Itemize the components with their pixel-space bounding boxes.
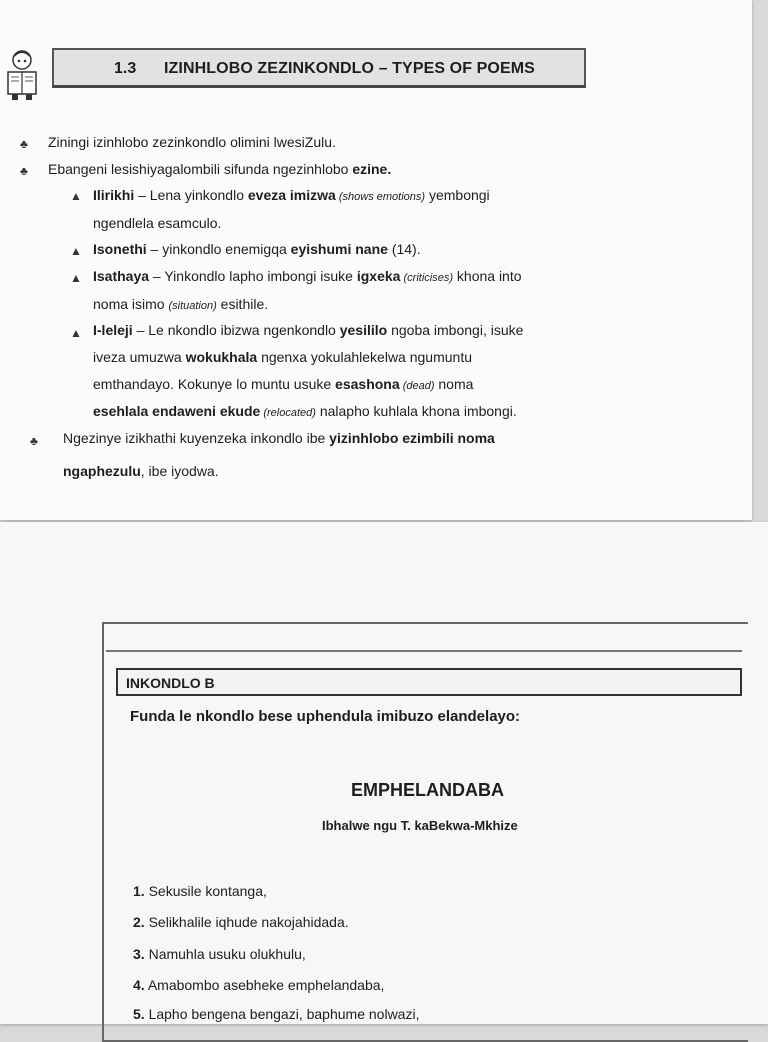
triangle-bullet-icon: ▲ bbox=[70, 326, 82, 340]
section-title: IZINHLOBO ZEZINKONDLO – TYPES OF POEMS bbox=[164, 60, 535, 77]
club-bullet-icon: ♣ bbox=[20, 137, 28, 151]
frame-divider bbox=[106, 650, 742, 652]
triangle-bullet-icon: ▲ bbox=[70, 189, 82, 203]
type-ileleji-line-3: emthandayo. Kokunye lo muntu usuke esashona (dead) noma bbox=[93, 376, 474, 392]
club-bullet-icon: ♣ bbox=[30, 434, 38, 448]
reading-person-icon bbox=[2, 46, 42, 102]
type-ileleji-line-2: iveza umuzwa wokukhala ngenxa yokulahlekelwa ngumuntu bbox=[93, 349, 472, 365]
section-header bbox=[52, 48, 586, 88]
poem-label-box bbox=[116, 668, 742, 696]
poem-author: Ibhalwe ngu T. kaBekwa-Mkhize bbox=[322, 818, 518, 833]
poem-line: 3. Namuhla usuku olukhulu, bbox=[133, 946, 306, 962]
poem-line: 4. Amabombo asebheke emphelandaba, bbox=[133, 977, 385, 993]
poem-line: 1. Sekusile kontanga, bbox=[133, 883, 267, 899]
type-ileleji-line-4: esehlala endaweni ekude (relocated) nalapho kuhlala khona imbongi. bbox=[93, 403, 517, 419]
section-number: 1.3 bbox=[114, 60, 137, 77]
note-line-1: Ngezinye izikhathi kuyenzeka inkondlo ibe yizinhlobo ezimbili noma bbox=[63, 430, 495, 446]
type-ileleji-line-1: I-leleji – Le nkondlo ibizwa ngenkondlo yesililo ngoba imbongi, isuke bbox=[93, 322, 524, 338]
poem-instruction: Funda le nkondlo bese uphendula imibuzo elandelayo: bbox=[130, 708, 521, 725]
type-isathaya-line-1: Isathaya – Yinkondlo lapho imbongi isuke igxeka (criticises) khona into bbox=[93, 268, 522, 284]
club-bullet-icon: ♣ bbox=[20, 164, 28, 178]
type-isonethi: Isonethi – yinkondlo enemigqa eyishumi nane (14). bbox=[93, 241, 421, 257]
poem-label: INKONDLO B bbox=[126, 675, 215, 691]
poem-title: EMPHELANDABA bbox=[351, 780, 504, 800]
intro-line-1: Ziningi izinhlobo zezinkondlo olimini lwesiZulu. bbox=[48, 134, 336, 150]
intro-line-2: Ebangeni lesishiyagalombili sifunda ngezinhlobo ezine. bbox=[48, 161, 392, 177]
triangle-bullet-icon: ▲ bbox=[70, 244, 82, 258]
note-line-2: ngaphezulu, ibe iyodwa. bbox=[63, 463, 219, 479]
type-isathaya-line-2: noma isimo (situation) esithile. bbox=[93, 296, 269, 312]
poem-line: 2. Selikhalile iqhude nakojahidada. bbox=[133, 914, 349, 930]
poem-line: 5. Lapho bengena bengazi, baphume nolwazi, bbox=[133, 1006, 420, 1022]
type-lirikhi-line-1: Ilirikhi – Lena yinkondlo eveza imizwa (shows emotions) yembongi bbox=[93, 187, 490, 203]
triangle-bullet-icon: ▲ bbox=[70, 271, 82, 285]
type-lirikhi-line-2: ngendlela esamculo. bbox=[93, 215, 222, 231]
